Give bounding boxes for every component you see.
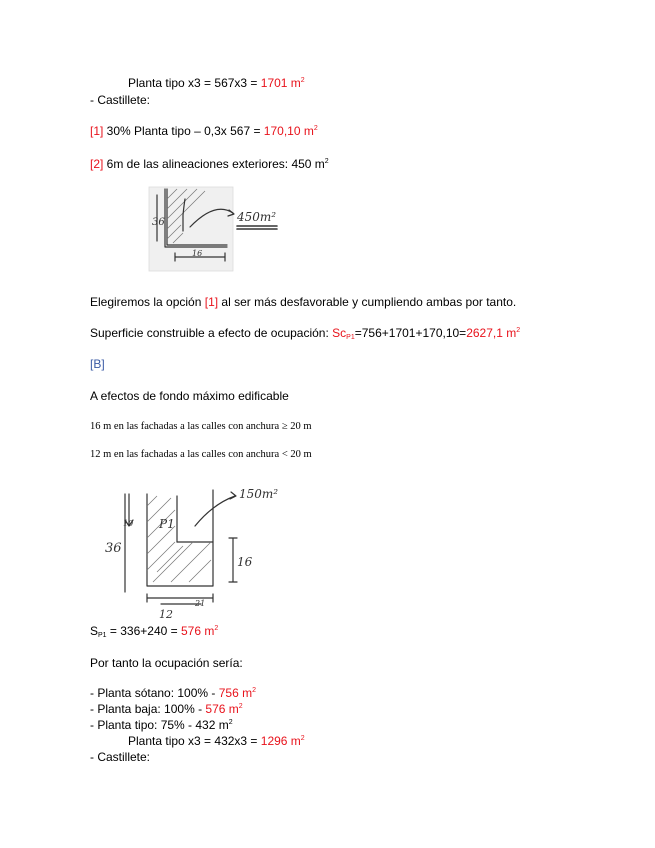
result-value: 576 $m^2$ [180, 624, 219, 638]
sketch2-p1-label: P1 [159, 517, 175, 531]
sketch1-bottom-label: 16 [192, 249, 203, 258]
sketch2-bottom2-label: 12 [159, 608, 173, 621]
sketch1-side-label: 36 [152, 217, 165, 228]
section-b-label: [B] [90, 357, 105, 371]
sketch1-area-label: 450m² [237, 210, 277, 224]
sketch2-right-label: 16 [237, 555, 253, 569]
line-sp1: $S_{P1} = 336+240 = 576$ $m^2$ [90, 624, 219, 639]
sketch2-bottom1-label: 21 [195, 599, 206, 608]
line-castillete-b: - Castillete: [90, 750, 151, 764]
rule-12m: 12 m en las fachadas a las calles con anchura < 20 m [90, 449, 312, 460]
reference-1: [1] [90, 124, 104, 138]
line-castillete: - Castillete: [90, 93, 151, 107]
sketch2-inner-label: 10 [123, 519, 134, 528]
line-planta-tipo: - Planta tipo: 75% - 432 $m^2$ [90, 718, 233, 732]
line-planta-tipo-x3-b: Planta tipo x3 = 432x3 = 1296 $m^2$ [128, 734, 305, 748]
line-option-2: [2] 6m de las alineaciones exteriores: 450 $m^2$ [90, 157, 329, 171]
rule-16m: 16 m en las fachadas a las calles con anchura ≥ 20 m [90, 421, 312, 432]
sketch-planta-diagram [95, 482, 295, 622]
result-value: 170,10 $m^2$ [263, 124, 318, 138]
sketch2-area-label: 150m² [239, 487, 279, 501]
line-superficie-construible: Superficie construible a efecto de ocupación: $Sc_{P1}=756+1701+170,10=2627,1$ $m^2$ [90, 326, 521, 341]
sketch-castillete-diagram [145, 185, 285, 275]
result-value: 1296 $m^2$ [260, 734, 305, 748]
result-value: 1701 $m^2$ [260, 76, 305, 90]
result-value: 2627,1 $m^2$ [466, 326, 521, 340]
line-conclusion: Elegiremos la opción [1] al ser más desfavorable y cumpliendo ambas por tanto. [90, 295, 517, 309]
heading-fondo-maximo: A efectos de fondo máximo edificable [90, 389, 289, 403]
line-option-1: [1] 30% Planta tipo – 0,3x 567 = 170,10 $m^2$ [90, 124, 318, 138]
reference-1: [1] [204, 295, 219, 309]
line-planta-sotano: - Planta sótano: 100% - 756 $m^2$ [90, 686, 257, 700]
sc-symbol: $Sc_{P1}$ [332, 326, 355, 341]
sketch2-left-label: 36 [105, 541, 122, 556]
result-value: 756 $m^2$ [218, 686, 257, 700]
line-planta-tipo-x3: Planta tipo x3 = 567x3 = 1701 $m^2$ [128, 76, 305, 90]
reference-2: [2] [90, 157, 104, 171]
result-value: 576 $m^2$ [205, 702, 243, 716]
line-planta-baja: - Planta baja: 100% - 576 $m^2$ [90, 702, 243, 716]
line-por-tanto: Por tanto la ocupación sería: [90, 656, 243, 670]
